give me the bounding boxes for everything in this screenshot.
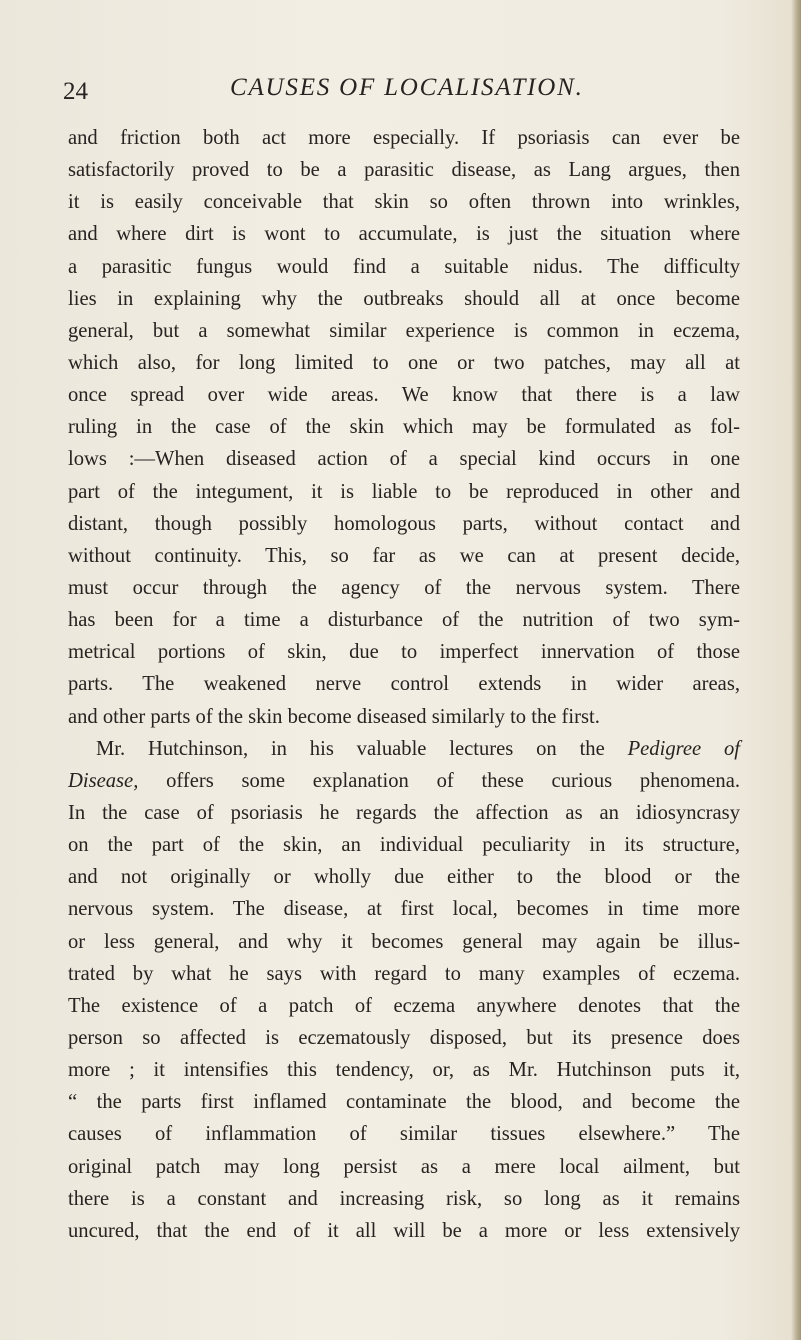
- text-line: lows :—When diseased action of a special kind occurs in one: [68, 448, 740, 471]
- body-text: [68, 122, 740, 1247]
- text-line: it is easily conceivable that skin so often thrown into wrinkles,: [68, 191, 740, 214]
- text-line-with-citation: [68, 733, 740, 765]
- text-line: “ the parts first inflamed contaminate the blood, and become the: [68, 1091, 740, 1114]
- text-line: once spread over wide areas. We know that there is a law: [68, 384, 740, 407]
- text-line: which also, for long limited to one or two patches, may all at: [68, 351, 740, 374]
- text-line: and other parts of the skin become diseased similarly to the first.: [68, 705, 600, 728]
- text-line: metrical portions of skin, due to imperfect innervation of those: [68, 641, 740, 664]
- text-line: and where dirt is wont to accumulate, is just the situation where: [68, 223, 740, 246]
- text-line: person so affected is eczematously disposed, but its presence does: [68, 1026, 740, 1049]
- text-line: on the part of the skin, an individual peculiarity in its structure,: [68, 834, 740, 857]
- text-line: or less general, and why it becomes general may again be illus-: [68, 930, 740, 953]
- text-line: nervous system. The disease, at first local, becomes in time more: [68, 898, 740, 921]
- book-title-italic: Pedigree of: [627, 737, 740, 760]
- text-run: offers some explanation of these curious phenomena.: [138, 769, 740, 792]
- text-line: there is a constant and increasing risk, so long as it remains: [68, 1187, 740, 1210]
- text-line: more ; it intensifies this tendency, or, as Mr. Hutchinson puts it,: [68, 1059, 740, 1082]
- text-line: has been for a time a disturbance of the nutrition of two sym-: [68, 609, 740, 632]
- running-title: CAUSES OF LOCALISATION.: [230, 74, 584, 101]
- text-line: general, but a somewhat similar experience is common in eczema,: [68, 319, 740, 342]
- page-header: [0, 72, 801, 108]
- text-line: and friction both act more especially. If psoriasis can ever be: [68, 127, 740, 149]
- text-line: and not originally or wholly due either to the blood or the: [68, 866, 740, 889]
- text-line: lies in explaining why the outbreaks should all at once become: [68, 287, 740, 310]
- page-edge-shadow: [791, 0, 801, 1340]
- text-line: without continuity. This, so far as we can at present decide,: [68, 544, 740, 567]
- text-line: a parasitic fungus would find a suitable nidus. The difficulty: [68, 255, 740, 278]
- text-line: trated by what he says with regard to many examples of eczema.: [68, 962, 740, 985]
- text-line: part of the integument, it is liable to be reproduced in other and: [68, 480, 740, 503]
- page-number: 24: [63, 78, 88, 105]
- text-line: ruling in the case of the skin which may be formulated as fol-: [68, 416, 740, 439]
- text-line: uncured, that the end of it all will be a more or less extensively: [68, 1219, 740, 1242]
- text-line: satisfactorily proved to be a parasitic disease, as Lang argues, then: [68, 159, 740, 182]
- text-line: causes of inflammation of similar tissues elsewhere.” The: [68, 1123, 740, 1146]
- text-line: parts. The weakened nerve control extends in wider areas,: [68, 673, 740, 696]
- text-run: Mr. Hutchinson, in his valuable lectures on the: [96, 737, 628, 760]
- text-line: distant, though possibly homologous parts, without contact and: [68, 512, 740, 535]
- text-line: In the case of psoriasis he regards the affection as an idiosyncrasy: [68, 801, 740, 824]
- text-line: The existence of a patch of eczema anywhere denotes that the: [68, 994, 740, 1017]
- text-line: original patch may long persist as a mere local ailment, but: [68, 1155, 740, 1178]
- book-title-italic: Disease,: [68, 769, 139, 792]
- text-line: must occur through the agency of the nervous system. There: [68, 576, 740, 599]
- text-line-with-citation: [68, 765, 740, 797]
